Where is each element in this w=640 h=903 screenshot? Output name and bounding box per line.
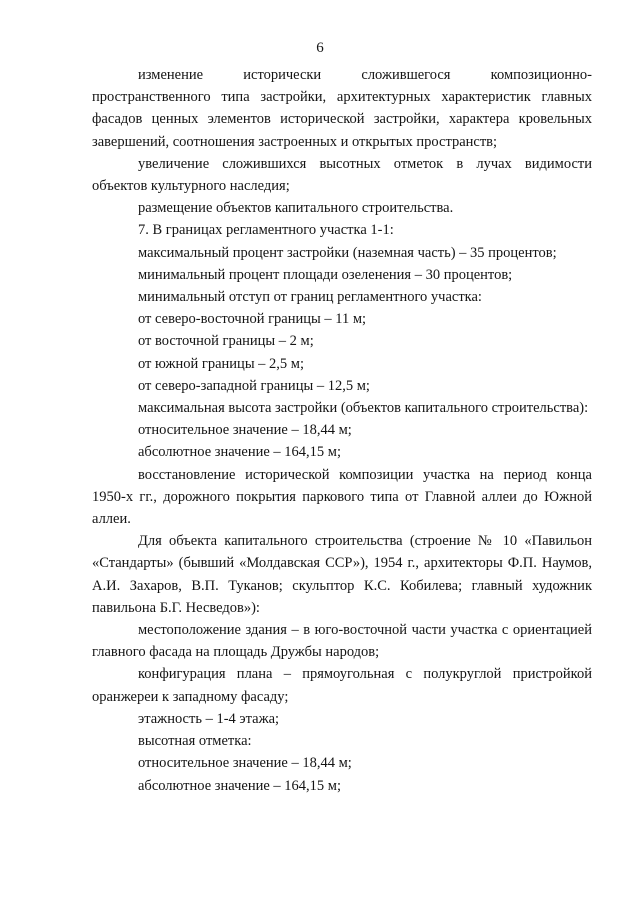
paragraph-plan-configuration: конфигурация плана – прямоугольная с полукруглой пристройкой оранжереи к западному фасаду; bbox=[92, 666, 592, 705]
paragraph-setback-south: от южной границы – 2,5 м; bbox=[138, 355, 305, 372]
paragraph-setback-east: от восточной границы – 2 м; bbox=[138, 333, 314, 350]
paragraph-section-7-heading: 7. В границах регламентного участка 1-1: bbox=[138, 222, 394, 239]
paragraph-historic-restoration: восстановление исторической композиции участка на период конца 1950-х гг., дорожного покрытия паркового типа от Главной аллеи до Южной аллеи. bbox=[92, 466, 592, 528]
paragraph-setback-northeast: от северо-восточной границы – 11 м; bbox=[138, 311, 367, 328]
paragraph-height-increase: увеличение сложившихся высотных отметок в лучах видимости объектов культурного наследия; bbox=[92, 155, 592, 195]
document-body bbox=[92, 64, 592, 797]
paragraph-min-greenery-percent: минимальный процент площади озеленения – 30 процентов; bbox=[138, 266, 513, 283]
paragraph-building-10: Для объекта капитального строительства (строение № 10 «Павильон «Стандарты» (бывший «Молдавская ССР»), 1954 г., архитекторы Ф.П. Наумов, А.И. Захаров, В.П. Туканов; скульптор К.С. Кобилева; главный художник павильона Б.Г. Несведов»): bbox=[92, 533, 592, 616]
paragraph-composition-change: изменение исторически сложившегося композиционно-пространственного типа застройки, архитектурных характеристик главных фасадов ценных элементов исторической застройки, характера кровельных завершений, соотношения застроенных и открытых пространств; bbox=[92, 67, 592, 150]
paragraph-building-location: местоположение здания – в юго-восточной части участка с ориентацией главного фасада на площадь Дружбы народов; bbox=[92, 622, 592, 661]
paragraph-relative-height: относительное значение – 18,44 м; bbox=[138, 422, 352, 439]
paragraph-storeys: этажность – 1-4 этажа; bbox=[138, 710, 280, 727]
paragraph-height-mark: высотная отметка: bbox=[138, 733, 252, 750]
paragraph-max-building-percent: максимальный процент застройки (наземная часть) – 35 процентов; bbox=[138, 244, 557, 261]
paragraph-min-setback: минимальный отступ от границ регламентного участка: bbox=[138, 289, 482, 306]
page-number: 6 bbox=[316, 40, 324, 56]
paragraph-absolute-value: абсолютное значение – 164,15 м; bbox=[138, 777, 341, 794]
paragraph-relative-value: относительное значение – 18,44 м; bbox=[138, 755, 352, 772]
paragraph-construction-placement: размещение объектов капитального строительства. bbox=[138, 200, 454, 217]
paragraph-max-height: максимальная высота застройки (объектов капитального строительства): bbox=[138, 400, 589, 417]
paragraph-absolute-height: абсолютное значение – 164,15 м; bbox=[138, 444, 341, 461]
paragraph-setback-northwest: от северо-западной границы – 12,5 м; bbox=[138, 377, 370, 394]
